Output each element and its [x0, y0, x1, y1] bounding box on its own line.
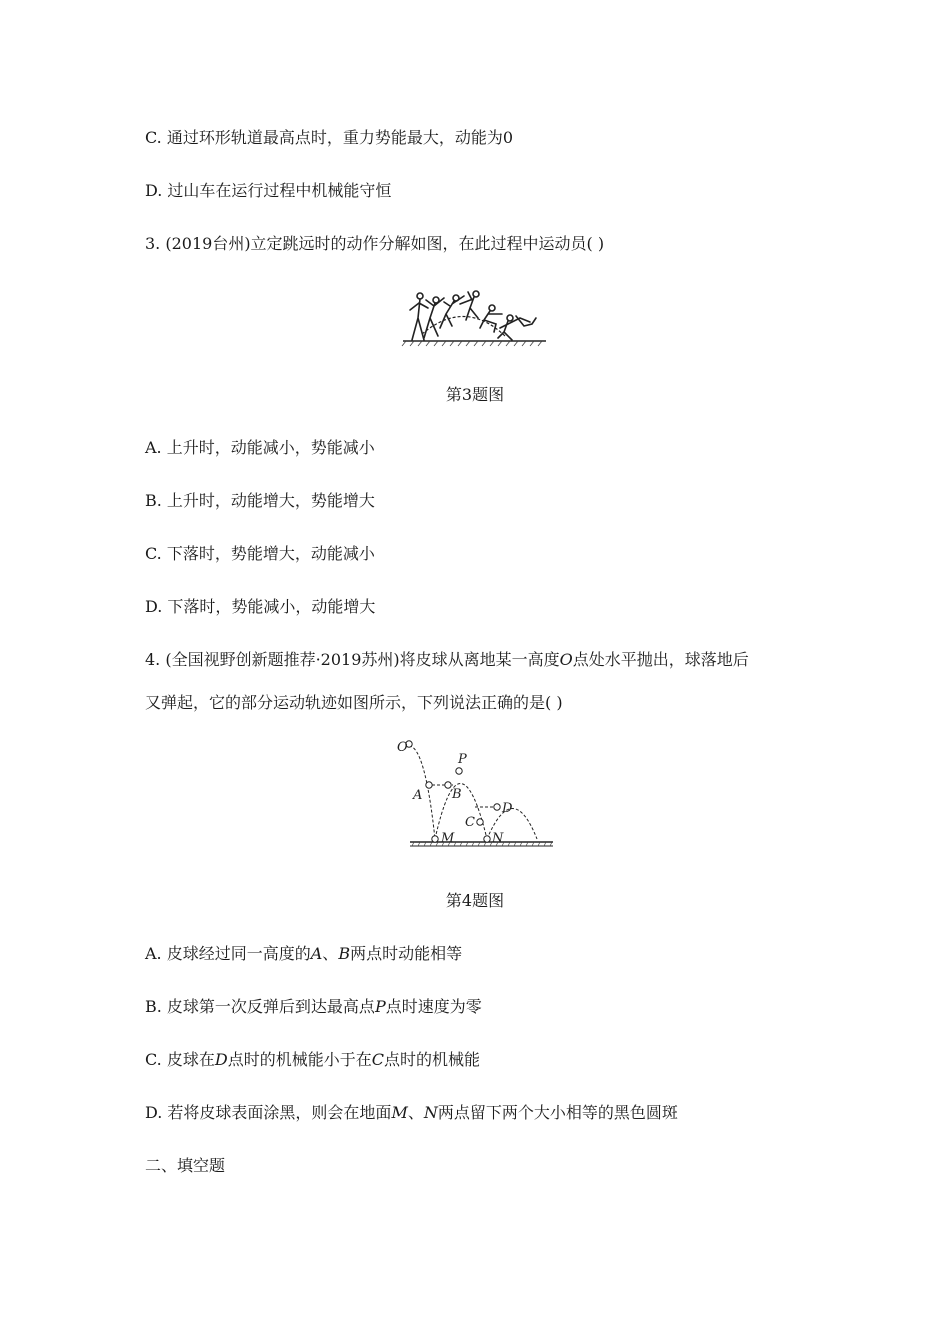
q3-option-b: B. 上升时，动能增大，势能增大 [145, 491, 375, 510]
q4-stem-line2: 又弹起，它的部分运动轨迹如图所示，下列说法正确的是( ) [145, 693, 563, 712]
point-p: P [374, 997, 386, 1016]
q2-option-d: D. 过山车在运行过程中机械能守恒 [145, 181, 392, 200]
q4-stem-text-rest: 点处水平抛出，球落地后 [572, 650, 749, 669]
q4-option-d-sep: 、 [407, 1103, 424, 1122]
label-m: M [441, 831, 455, 846]
q3-figure-caption: 第3题图 [445, 385, 505, 404]
q4-option-d-text: D. 若将皮球表面涂黑，则会在地面 [145, 1103, 392, 1122]
label-a: A [413, 788, 423, 803]
q4-option-a-rest: 两点时动能相等 [350, 944, 463, 963]
section-title: 二、填空题 [145, 1156, 226, 1175]
point-a: A [310, 944, 323, 963]
label-o: O [397, 740, 408, 755]
q2-option-c: C. 通过环形轨道最高点时，重力势能最大，动能为0 [145, 128, 514, 147]
point-d: D [214, 1050, 228, 1069]
label-b: B [452, 787, 462, 802]
point-m: M [391, 1103, 408, 1122]
point-b: B [338, 944, 351, 963]
q4-option-d-rest: 两点留下两个大小相等的黑色圆斑 [437, 1103, 678, 1122]
q4-figure-caption: 第4题图 [445, 891, 505, 910]
point-c: C [371, 1050, 384, 1069]
q4-option-d [145, 1103, 678, 1123]
q3-option-d: D. 下落时，势能减小，动能增大 [145, 597, 376, 616]
q4-option-a-sep: 、 [322, 944, 339, 963]
q3-stem: 3. (2019台州)立定跳远时的动作分解如图，在此过程中运动员( ) [145, 234, 605, 253]
q4-stem-text: 4. (全国视野创新题推荐·2019苏州)将皮球从离地某一高度 [145, 650, 560, 669]
q3-option-a: A. 上升时，动能减小，势能减小 [145, 438, 375, 457]
q4-option-b-text: B. 皮球第一次反弹后到达最高点 [145, 997, 375, 1016]
label-d: D [502, 801, 513, 816]
label-c: C [465, 815, 475, 830]
label-n: N [492, 831, 504, 846]
q4-option-a-text: A. 皮球经过同一高度的 [145, 944, 311, 963]
bouncing-ball-figure [395, 738, 560, 853]
q4-option-c-text: C. 皮球在 [145, 1050, 215, 1069]
q4-option-b [145, 997, 482, 1017]
q4-option-c-mid: 点时的机械能小于在 [227, 1050, 372, 1069]
q4-stem-line1 [145, 650, 749, 670]
label-p: P [458, 752, 467, 767]
q4-stem-point: O [559, 650, 573, 669]
q4-option-c [145, 1050, 480, 1070]
point-n: N [423, 1103, 438, 1122]
q4-option-a [145, 944, 462, 964]
q4-option-b-rest: 点时速度为零 [385, 997, 482, 1016]
q4-option-c-rest: 点时的机械能 [383, 1050, 480, 1069]
long-jump-figure [400, 288, 550, 348]
q3-option-c: C. 下落时，势能增大，动能减小 [145, 544, 375, 563]
